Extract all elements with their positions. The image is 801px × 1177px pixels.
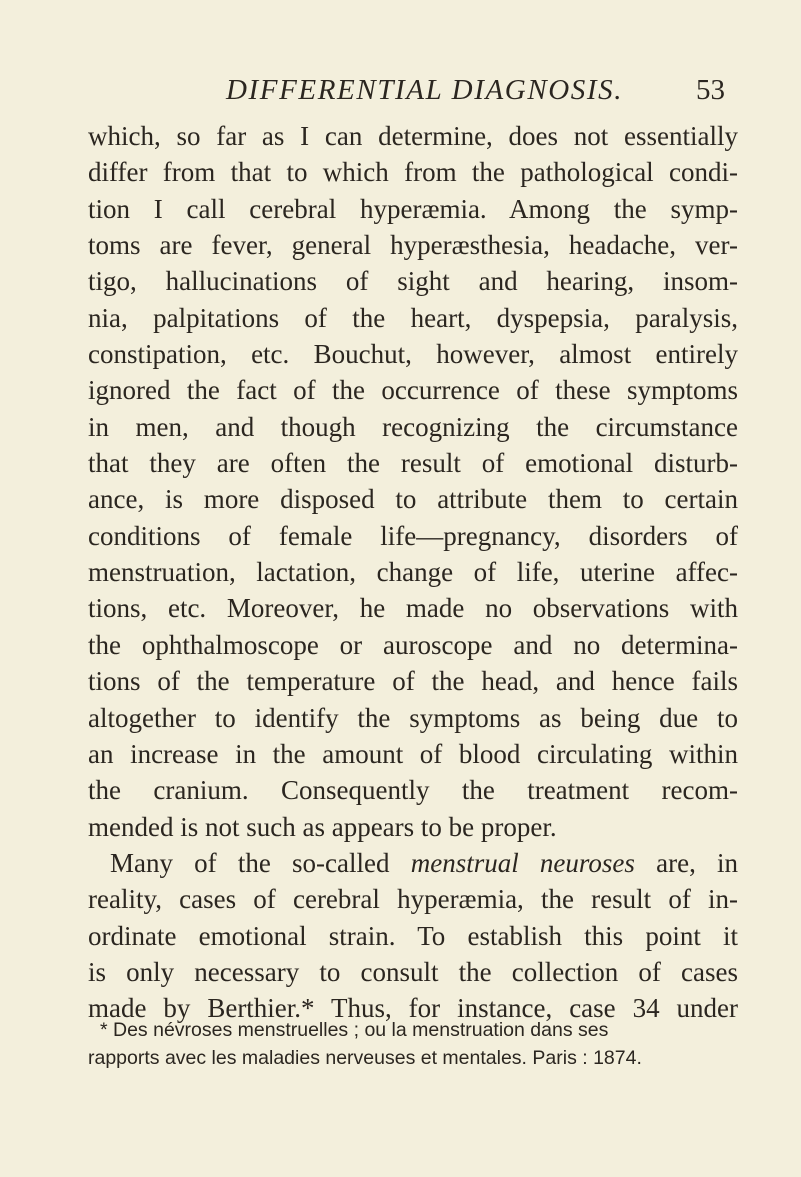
text-line: in men, and though recognizing the circumstance: [88, 411, 738, 442]
text-line: mended is not such as appears to be proper.: [88, 811, 557, 842]
text-line: the ophthalmoscope or auroscope and no determina-: [88, 629, 738, 660]
text-line: an increase in the amount of blood circulating within: [88, 738, 738, 769]
text-line: is only necessary to consult the collection of cases: [88, 956, 738, 987]
text-line: tions, etc. Moreover, he made no observations with: [88, 593, 738, 624]
text-line: tions of the temperature of the head, and hence fails: [88, 666, 738, 697]
text-line: menstruation, lactation, change of life, uterine affec-: [88, 557, 738, 588]
text-line: nia, palpitations of the heart, dyspepsia, paralysis,: [88, 302, 738, 333]
body-text: [88, 118, 738, 1027]
page-number: 53: [696, 74, 725, 106]
paragraph-2-first-line: [88, 845, 738, 881]
text-line: toms are fever, general hyperæsthesia, headache, ver-: [88, 230, 738, 261]
text-line: tigo, hallucinations of sight and hearing, insom-: [88, 266, 738, 297]
text-run: Many of the so-called: [110, 847, 390, 878]
text-line: constipation, etc. Bouchut, however, almost entirely: [88, 339, 738, 370]
text-line: ance, is more disposed to attribute them to certain: [88, 484, 738, 515]
text-line: which, so far as I can determine, does not essentially: [88, 121, 738, 151]
text-line: altogether to identify the symptoms as being due to: [88, 702, 738, 733]
footnote-line: * Des névroses menstruelles ; ou la menstruation dans ses: [100, 1019, 609, 1041]
text-line: tion I call cerebral hyperæmia. Among the symp-: [88, 193, 738, 224]
text-line: conditions of female life—pregnancy, disorders of: [88, 520, 738, 551]
text-line: reality, cases of cerebral hyperæmia, the result of in-: [88, 884, 738, 915]
text-run: are, in: [656, 847, 739, 878]
footnote-line: rapports avec les maladies nerveuses et mentales. Paris : 1874.: [88, 1047, 642, 1069]
italic-phrase: menstrual neuroses: [410, 847, 635, 878]
text-line: ordinate emotional strain. To establish this point it: [88, 920, 738, 951]
text-line: the cranium. Consequently the treatment recom-: [88, 775, 738, 806]
running-head: [0, 70, 801, 110]
text-line: differ from that to which from the pathological condi-: [88, 157, 738, 188]
text-line: ignored the fact of the occurrence of these symptoms: [88, 375, 738, 406]
text-line: made by Berthier.* Thus, for instance, case 34 under: [88, 993, 738, 1024]
running-head-title: DIFFERENTIAL DIAGNOSIS.: [226, 74, 624, 106]
footnote: [88, 1016, 740, 1072]
text-line: that they are often the result of emotional disturb-: [88, 448, 738, 479]
